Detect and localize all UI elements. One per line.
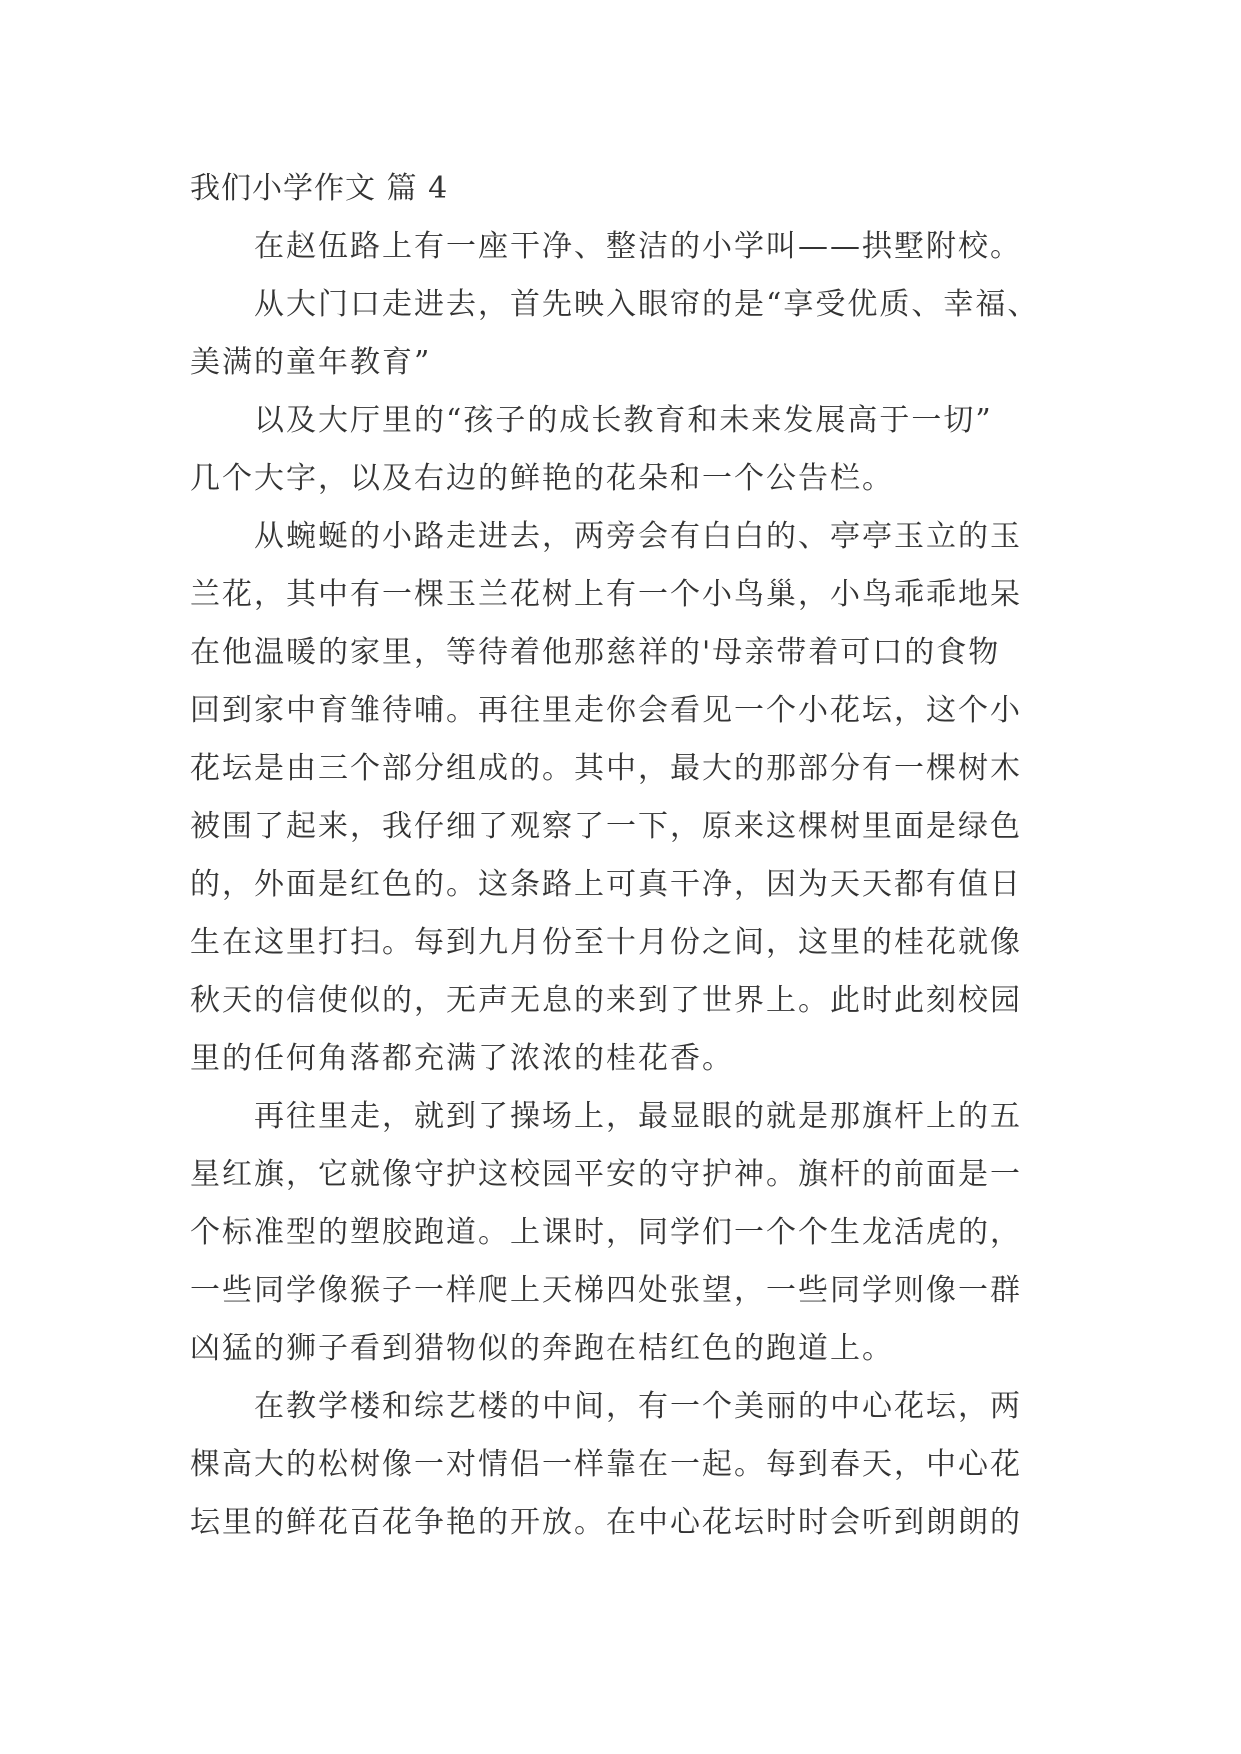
text-line: 里的任何角落都充满了浓浓的桂花香。 [190,1041,734,1076]
text-line: 几个大字，以及右边的鲜艳的花朵和一个公告栏。 [190,461,894,496]
text-line: 花坛是由三个部分组成的。其中，最大的那部分有一棵树木 [190,751,1022,786]
text-line: 被围了起来，我仔细了观察了一下，原来这棵树里面是绿色 [190,809,1022,844]
text-line: 生在这里打扫。每到九月份至十月份之间，这里的桂花就像 [190,925,1022,960]
text-line: 星红旗，它就像守护这校园平安的守护神。旗杆的前面是一 [190,1157,1022,1192]
text-line: 在他温暖的家里，等待着他那慈祥的'母亲带着可口的食物 [190,635,1001,670]
text-line: 棵高大的松树像一对情侣一样靠在一起。每到春天，中心花 [190,1447,1022,1482]
text-line: 的，外面是红色的。这条路上可真干净，因为天天都有值日 [190,867,1022,902]
text-line: 从蜿蜒的小路走进去，两旁会有白白的、亭亭玉立的玉 [254,519,1022,554]
text-line: 秋天的信使似的，无声无息的来到了世界上。此时此刻校园 [190,983,1022,1018]
essay-title: 我们小学作文 篇 4 [190,171,449,206]
text-line: 从大门口走进去，首先映入眼帘的是“享受优质、幸福、 [254,287,1040,322]
text-line: 在教学楼和综艺楼的中间，有一个美丽的中心花坛，两 [254,1389,1022,1424]
text-line: 坛里的鲜花百花争艳的开放。在中心花坛时时会听到朗朗的 [190,1505,1022,1540]
text-line: 兰花，其中有一棵玉兰花树上有一个小鸟巢，小鸟乖乖地呆 [190,577,1022,612]
text-line: 在赵伍路上有一座干净、整洁的小学叫——拱墅附校。 [254,229,1022,264]
text-line: 一些同学像猴子一样爬上天梯四处张望，一些同学则像一群 [190,1273,1022,1308]
text-line: 回到家中育雏待哺。再往里走你会看见一个小花坛，这个小 [190,693,1022,728]
essay-body [190,160,1070,1552]
text-line: 以及大厅里的“孩子的成长教育和未来发展高于一切” [254,403,993,438]
text-line: 再往里走，就到了操场上，最显眼的就是那旗杆上的五 [254,1099,1022,1134]
text-line: 美满的童年教育” [190,345,432,380]
text-line: 个标准型的塑胶跑道。上课时，同学们一个个生龙活虎的， [190,1215,1022,1250]
essay-lines [190,218,1070,1552]
text-line: 凶猛的狮子看到猎物似的奔跑在桔红色的跑道上。 [190,1331,894,1366]
